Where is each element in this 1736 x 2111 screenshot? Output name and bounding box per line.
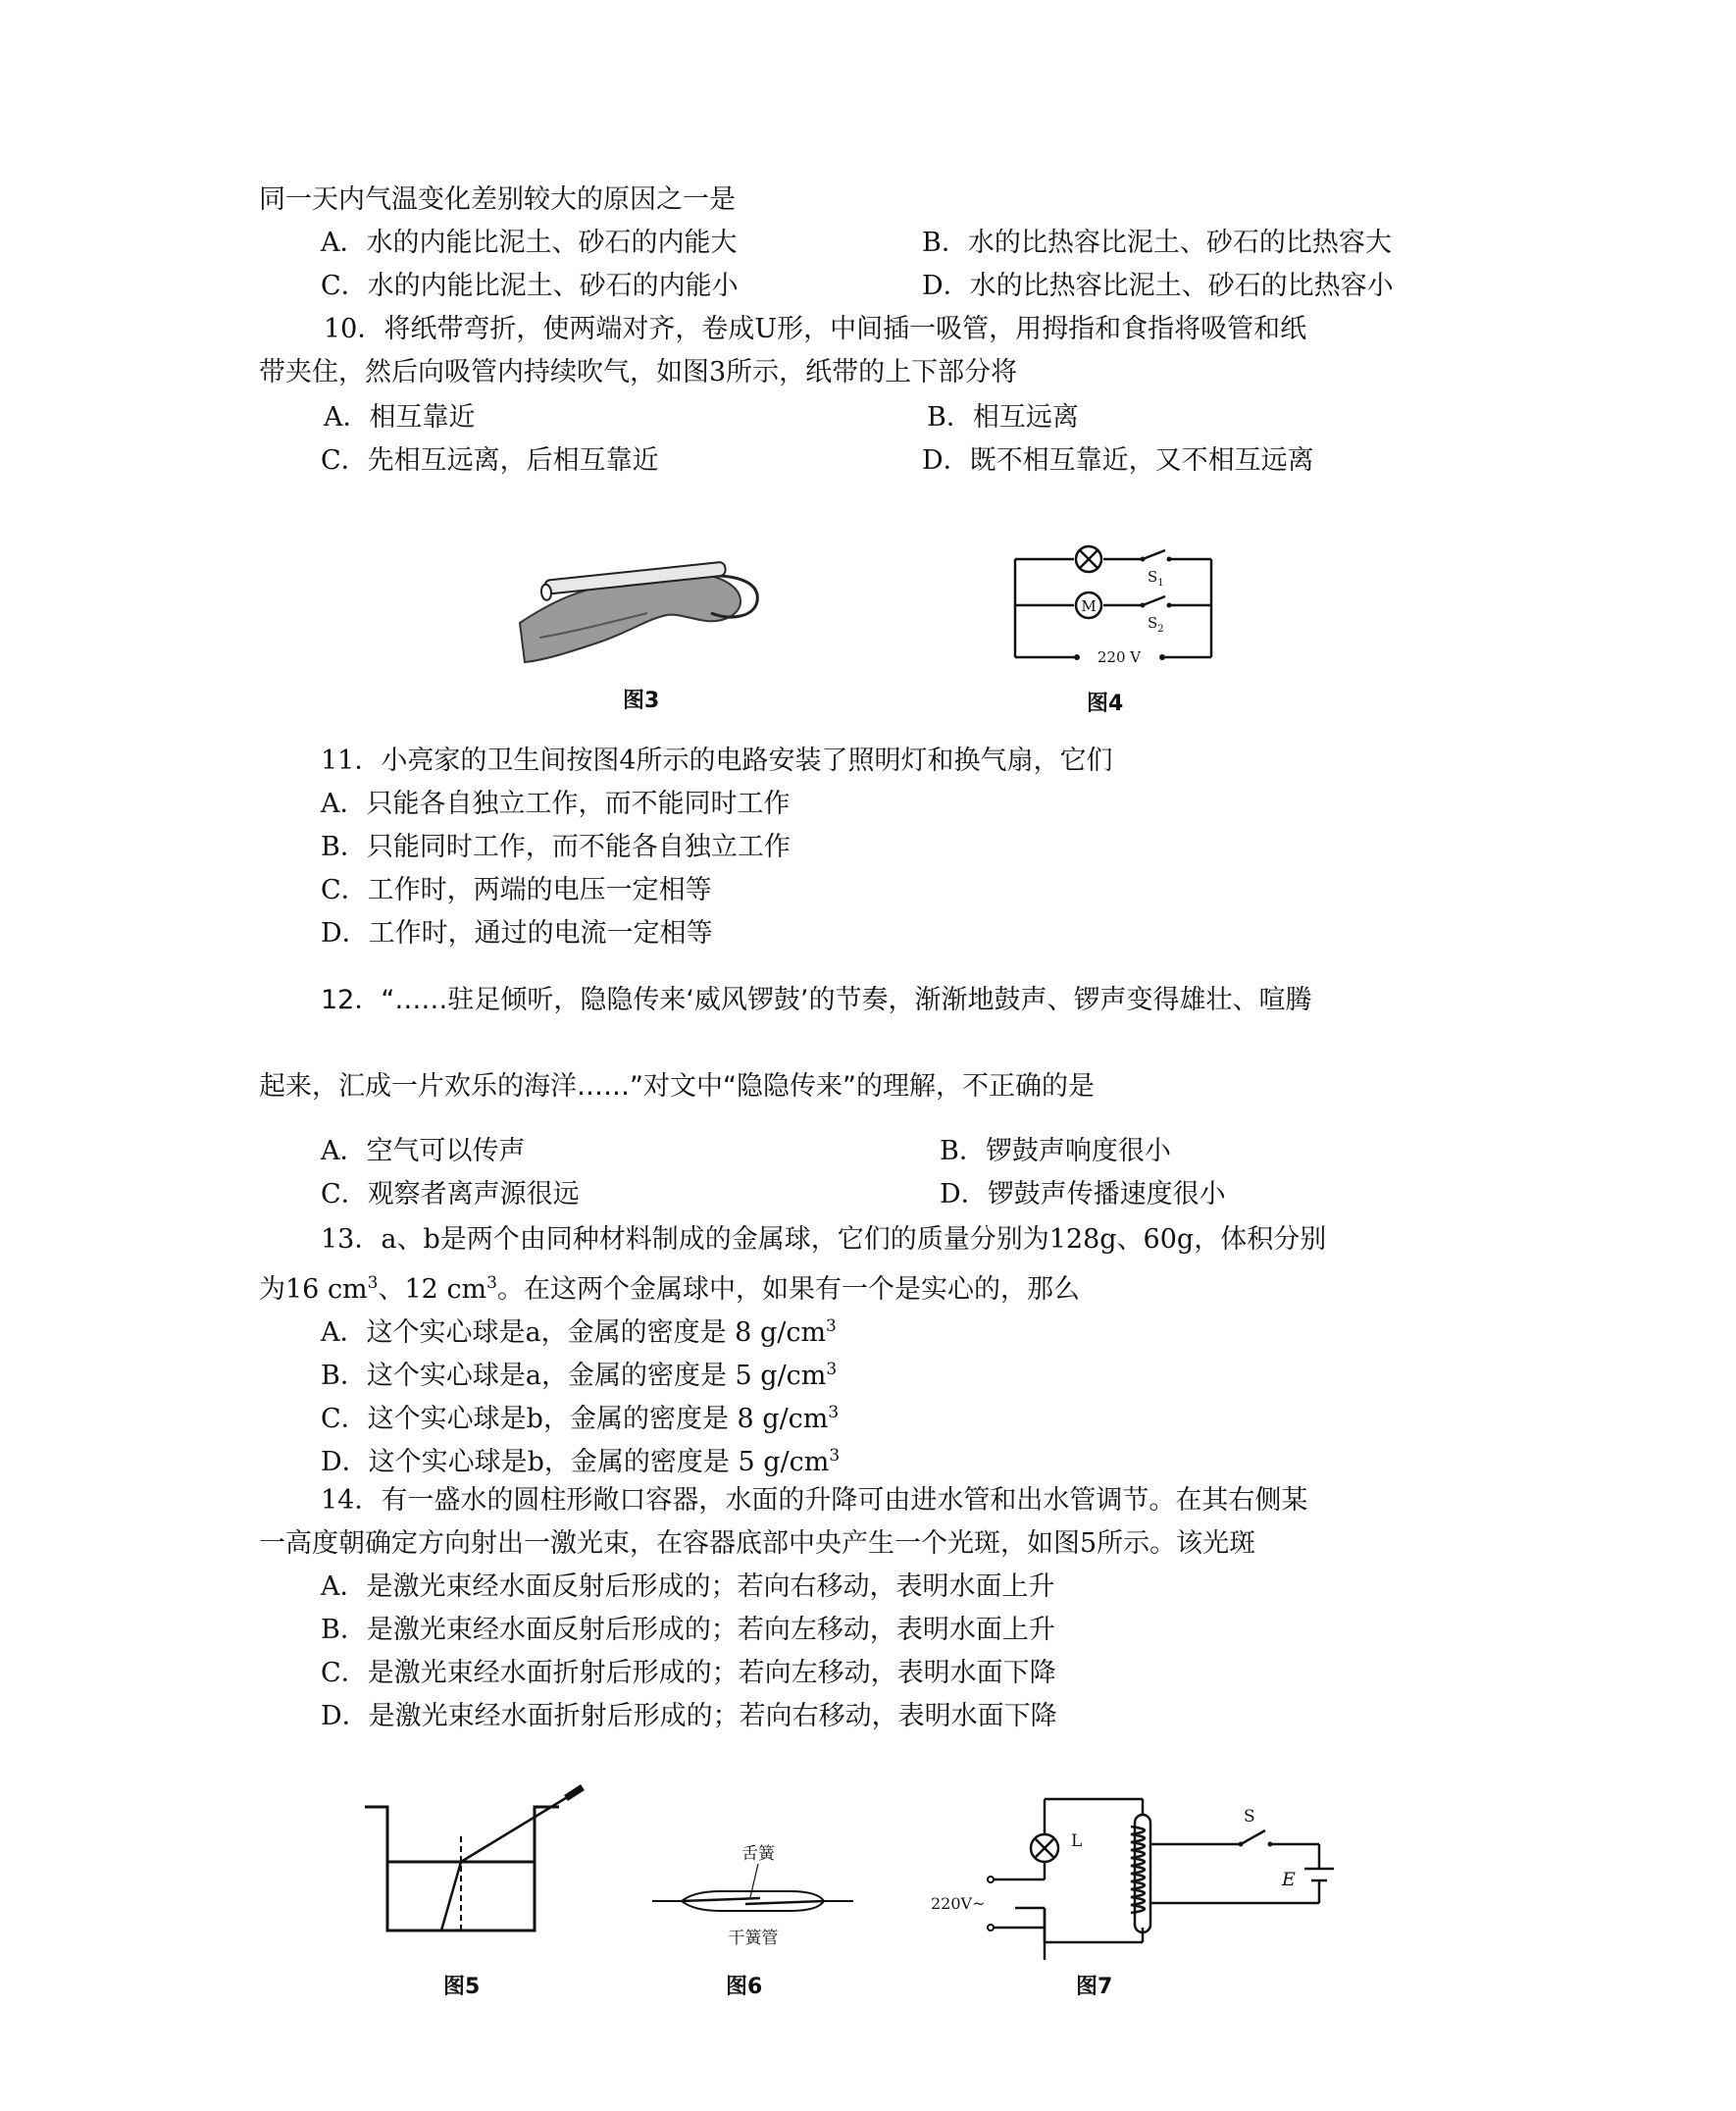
q10-option-a: A．相互靠近: [324, 402, 476, 433]
q9-option-b: B．水的比热容比泥土、砂石的比热容大: [922, 228, 1392, 258]
figure-6-reed-label: 舌簧: [741, 1844, 775, 1864]
figure-7-lamp-label: L: [1071, 1831, 1083, 1851]
q10-stem-line1: 10．将纸带弯折，使两端对齐，卷成U形，中间插一吸管，用拇指和食指将吸管和纸: [324, 314, 1307, 344]
q12-option-c: C．观察者离声源很远: [321, 1179, 580, 1210]
q13-stem-line2: 为16 $cm^3$、12 $cm^3$。在这两个金属球中，如果有一个是实心的，那么: [259, 1273, 1080, 1305]
figure-4-switch-s1: $S_1$: [1148, 568, 1164, 589]
figure-6-reed-switch: [652, 1839, 853, 1947]
q13-stem-line1: 13．a、b是两个由同种材料制成的金属球，它们的质量分别为128g、60g，体积分别: [321, 1224, 1327, 1255]
q10-option-d: D．既不相互靠近，又不相互远离: [922, 445, 1314, 476]
q13-option-a: A．这个实心球是a，金属的密度是 8 $g/cm^3$: [321, 1316, 837, 1348]
q11-option-d: D．工作时，通过的电流一定相等: [321, 918, 713, 949]
q12-stem-line1: 12．“……驻足倾听，隐隐传来‘威风锣鼓’的节奏，渐渐地鼓声、锣声变得雄壮、喧腾: [321, 985, 1312, 1015]
q9-option-a: A．水的内能比泥土、砂石的内能大: [321, 228, 738, 258]
q12-stem-line2: 起来，汇成一片欢乐的海洋……”对文中“隐隐传来”的理解，不正确的是: [259, 1071, 1095, 1102]
q10-option-b: B．相互远离: [927, 402, 1079, 433]
figure-7-caption: 图7: [1076, 1975, 1113, 1999]
q11-option-b: B．只能同时工作，而不能各自独立工作: [321, 832, 791, 862]
q13-option-c: C．这个实心球是b，金属的密度是 8 $g/cm^3$: [321, 1403, 840, 1434]
q12-option-d: D．锣鼓声传播速度很小: [940, 1179, 1226, 1210]
figure-7-battery-label: E: [1282, 1869, 1296, 1890]
figure-7-relay-circuit: [927, 1785, 1349, 1960]
figure-7-voltage-label: 220V~: [931, 1894, 986, 1913]
q11-option-a: A．只能各自独立工作，而不能同时工作: [321, 789, 791, 819]
figure-4-voltage: 220 V: [1097, 648, 1142, 666]
q14-option-d: D．是激光束经水面折射后形成的；若向右移动，表明水面下降: [321, 1701, 1057, 1731]
figure-5-caption: 图5: [443, 1975, 481, 1999]
figure-5-container-laser: [363, 1785, 588, 1932]
figure-6-caption: 图6: [726, 1975, 763, 1999]
q14-stem-line2: 一高度朝确定方向射出一激光束，在容器底部中央产生一个光斑，如图5所示。该光斑: [259, 1528, 1256, 1559]
q9-option-d: D．水的比热容比泥土、砂石的比热容小: [922, 271, 1394, 301]
q14-option-b: B．是激光束经水面反射后形成的；若向左移动，表明水面上升: [321, 1615, 1055, 1645]
q11-option-c: C．工作时，两端的电压一定相等: [321, 875, 712, 905]
q10-option-c: C．先相互远离，后相互靠近: [321, 445, 659, 476]
figure-4-parallel-circuit: [1010, 544, 1216, 667]
q14-stem-line1: 14．有一盛水的圆柱形敞口容器，水面的升降可由进水管和出水管调节。在其右侧某: [321, 1485, 1308, 1516]
q12-option-a: A．空气可以传声: [321, 1136, 526, 1166]
q9-option-c: C．水的内能比泥土、砂石的内能小: [321, 271, 739, 301]
figure-4-switch-s2: $S_2$: [1148, 614, 1164, 635]
q12-option-b: B．锣鼓声响度很小: [940, 1136, 1171, 1166]
q9-stem-tail: 同一天内气温变化差别较大的原因之一是: [259, 184, 736, 215]
q14-option-a: A．是激光束经水面反射后形成的；若向右移动，表明水面上升: [321, 1571, 1055, 1602]
figure-3-paper-strip-straw: [510, 544, 765, 672]
figure-4-caption: 图4: [1087, 692, 1124, 716]
figure-3-caption: 图3: [623, 689, 660, 713]
figure-4-motor-label: M: [1081, 597, 1097, 615]
q14-option-c: C．是激光束经水面折射后形成的；若向左移动，表明水面下降: [321, 1658, 1056, 1688]
q11-stem: 11．小亮家的卫生间按图4所示的电路安装了照明灯和换气扇，它们: [321, 746, 1113, 776]
q10-stem-line2: 带夹住，然后向吸管内持续吹气，如图3所示，纸带的上下部分将: [259, 357, 1018, 387]
q13-option-d: D．这个实心球是b，金属的密度是 5 $g/cm^3$: [321, 1446, 841, 1477]
figure-7-switch-label: S: [1244, 1807, 1255, 1827]
q13-option-b: B．这个实心球是a，金属的密度是 5 $g/cm^3$: [321, 1360, 838, 1391]
figure-6-reed-tube-label: 干簧管: [728, 1929, 779, 1948]
